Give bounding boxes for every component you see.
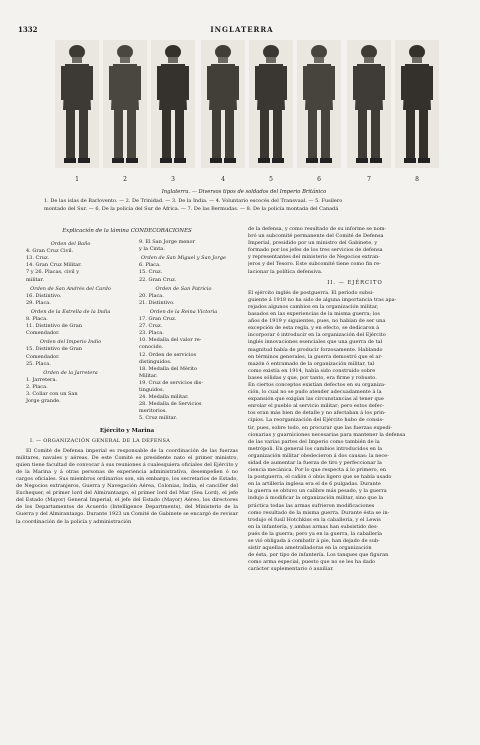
running-title: INGLATERRA bbox=[210, 25, 274, 34]
text-line: incorporar ó introducir en la organización del Ejército bbox=[248, 332, 386, 339]
text-line: bases sólidas y que, por tanto, era firme y robusto. bbox=[248, 374, 377, 381]
caption-line-1: 1. De las islas de Barlovento. — 2. De Trinidad. — 3. De la India. — 4. Voluntario escocés del Transvaal. — 5. Fusilero bbox=[44, 198, 343, 204]
section-title: Ejército y Marina bbox=[99, 428, 155, 435]
photo-number: 6 bbox=[317, 176, 321, 183]
soldier-photo bbox=[249, 40, 293, 168]
text-line: años de 1919 y siguientes, pues, no habían de ser una bbox=[248, 318, 386, 325]
text-line: cipios. La reorganización del Ejército hubo de consis- bbox=[248, 417, 384, 424]
legend-entry: 15. Cruz. bbox=[139, 269, 163, 276]
order-heading: Orden de San Andrés del Cardo bbox=[30, 285, 111, 292]
photo-number: 3 bbox=[171, 176, 175, 183]
soldier-photo bbox=[201, 40, 245, 168]
text-line: sistir aquellas ametralladoras en la organización bbox=[248, 545, 372, 552]
legend-entry: 4. Gran Cruz Civil. bbox=[26, 248, 74, 255]
text-line: bró un subcomité permanente del Comité de Defensa bbox=[248, 233, 384, 240]
legend-entry: 20. Placa. bbox=[139, 292, 164, 299]
legend-entry: 7 y 26. Placas, civil y bbox=[26, 269, 80, 276]
legend-entry: 21. Distintivo. bbox=[139, 299, 175, 306]
text-line: se vió obligada á combatir á pie, han dejado de sub- bbox=[248, 538, 380, 545]
decorations-legend bbox=[16, 239, 238, 422]
legend-entry: 8. Placa. bbox=[26, 316, 48, 323]
text-line: como existía en 1914, había sido construido sobre bbox=[248, 367, 376, 374]
text-line: carácter suplementario ó auxiliar. bbox=[248, 566, 334, 573]
text-line: expansión que exigían las circunstancias al tener que bbox=[248, 396, 384, 403]
photo-number: 2 bbox=[123, 176, 127, 183]
legend-entry: Jorge grande. bbox=[26, 398, 61, 405]
text-line: mazón ó entramado de la organización militar, tal bbox=[248, 360, 375, 367]
legend-entry: 17. Gran Cruz. bbox=[139, 316, 177, 323]
army-section-title: II. — EJÉRCITO bbox=[327, 279, 383, 286]
legend-left-column bbox=[16, 239, 125, 422]
subsection-title: I. — ORGANIZACIÓN GENERAL DE LA DEFENSA bbox=[30, 437, 171, 444]
soldier-photo-strip bbox=[55, 40, 440, 172]
body-paragraph: El Comité de Defensa imperial es responsable de la coordinación de las fuerzas militares, navales y aéreas. De este Comité es presidente nato el primer ministro, quien tiene facultad de convocar á sus reuniones á cualesquiera oficiales del Ejército y de la Marina y á otras personas de experiencia administrativa, desempeñen ó no cargos oficiales. Sus miembros ordinarios son, sin embargo, los secretarios de Estado, de Negocios extranjeros, Guerra y Navegación Aérea, Colonias, India, el canciller del Exchequer, el primer lord del Almirantazgo, el primer lord del Mar (Sea Lord), el jefe del Estado (Mayor) General Imperial, el jefe del Estado (Mayor) Aéreo, los directores de los Departamentos de Acuerdo (Intelligence Departments), del Ministerio de la Guerra y del Almirantazgo. Durante 1923 un Comité de Gabinete se encargó de revisar la coordinación de la policía y administración bbox=[16, 447, 238, 525]
soldier-photo bbox=[347, 40, 391, 168]
right-paragraph-bottom bbox=[248, 290, 462, 574]
photo-number: 5 bbox=[269, 176, 273, 183]
legend-entry: 1. Jarretera. bbox=[26, 376, 58, 383]
photo-number: 4 bbox=[221, 176, 225, 183]
legend-entry: 19. Cruz de servicios dis- bbox=[139, 379, 203, 386]
text-line: magnitud había de producir forzosamente. Hablando bbox=[248, 346, 383, 353]
text-line: tos eran más bien de detalle y no afectaban á los prin- bbox=[248, 410, 386, 417]
legend-entry: 13. Cruz. bbox=[26, 255, 50, 262]
text-line: ciencia mecánica. Por lo que respecta á lo primero, en bbox=[248, 467, 387, 474]
text-line: como resultado de la misma guerra. Durante ésta se in- bbox=[248, 509, 390, 516]
text-line: excepción de esta regla, y en efecto, se dedicaron á bbox=[248, 325, 380, 332]
legend-right-column bbox=[125, 239, 238, 422]
soldier-photo bbox=[55, 40, 99, 168]
text-line: guiente á 1918 no ha sido de alguna importancia tras apa- bbox=[248, 296, 397, 303]
text-line: cionarias y guarniciones necesarias para mantener la defensa bbox=[248, 431, 406, 438]
legend-entry: 28. Medalla de Servicios bbox=[139, 401, 202, 408]
text-line: metrópoli. En general los cambios introducidos en la bbox=[248, 445, 383, 452]
text-line: En ciertos conceptos existían defectos en su organiza- bbox=[248, 381, 386, 388]
page-header bbox=[18, 25, 466, 37]
legend-title: Explicación de la lámina CONDECORACIONES bbox=[62, 228, 192, 234]
soldier-photo bbox=[151, 40, 195, 168]
legend-entry: 24. Medalla militar. bbox=[139, 394, 189, 401]
legend-entry: meritorios. bbox=[139, 408, 167, 415]
photo-numbers bbox=[55, 176, 440, 186]
text-line: Imperial, presidido por un ministro del Gabinete, y bbox=[248, 240, 378, 247]
text-line: la guerra se obtuvo un calibre más pesado, y la guerra bbox=[248, 488, 387, 495]
legend-entry: y la Cinta. bbox=[139, 246, 165, 253]
left-column bbox=[16, 228, 238, 526]
text-line: pués de la guerra; pero ya en la guerra, la caballería bbox=[248, 530, 382, 537]
right-paragraph-top bbox=[248, 226, 462, 276]
legend-entry: 2. Placa. bbox=[26, 383, 48, 390]
legend-entry: 25. Placa. bbox=[26, 360, 51, 367]
text-line: lacionar la política defensiva. bbox=[248, 268, 323, 275]
legend-entry: Comendador. bbox=[26, 353, 60, 360]
legend-entry: 16. Distintivo. bbox=[26, 292, 62, 299]
order-heading: Orden del Imperio Indio bbox=[39, 339, 102, 346]
legend-entry: distinguidos. bbox=[139, 358, 172, 365]
text-line: formado por los jefes de los tres servicios de defensa bbox=[248, 247, 383, 254]
order-heading: Orden de San Miguel y San Jorge bbox=[141, 255, 226, 262]
text-line: en la artillería inglesa era el de 6 pulgadas. Durante bbox=[248, 481, 381, 488]
text-line: ción, lo cual no se pudo atender adecuadamente á la bbox=[248, 389, 382, 396]
text-line: inglés innovaciones esenciales que una guerra de tal bbox=[248, 339, 383, 346]
text-line: como arma especial, puesto que no se les ha dado bbox=[248, 559, 376, 566]
text-line: trodujo el fusil Hotchkiss en la caballería, y el Lewis bbox=[248, 516, 381, 523]
legend-entry: 5. Cruz militar. bbox=[139, 415, 177, 422]
text-line: rejados algunos cambios en la organización militar, bbox=[248, 303, 379, 310]
legend-entry: 9. El San Jorge menor bbox=[139, 239, 195, 246]
text-line: basados en las experiencias de la misma guerra; los bbox=[248, 311, 380, 318]
order-heading: Orden del Baño bbox=[50, 241, 91, 248]
text-line: en la infantería, y ambas armas han subsistido des- bbox=[248, 523, 379, 530]
legend-entry: 6. Placa. bbox=[139, 262, 161, 269]
legend-entry: 22. Gran Cruz. bbox=[139, 276, 177, 283]
caption-line-2: montado del Sur. — 6. De la policía del Sur de África. — 7. De las Bermudas. — 8. De la policía montada del Canadá bbox=[44, 205, 339, 212]
legend-entry: militar. bbox=[26, 276, 44, 283]
legend-entry: 18. Medalla del Mérito bbox=[139, 365, 198, 372]
legend-entry: Militar. bbox=[139, 372, 158, 379]
page-number: 1332 bbox=[18, 25, 38, 34]
order-heading: Orden de la Reina Victoria bbox=[149, 308, 218, 315]
text-line: tir, pues, sobre todo, en procurar que las fuerzas expedi- bbox=[248, 424, 392, 431]
photo-number: 1 bbox=[75, 176, 79, 183]
text-line: indujo á modificar la organización militar, sino que la bbox=[248, 495, 384, 502]
right-column bbox=[248, 226, 462, 574]
text-line: práctica todas las armas sufrieron modificaciones bbox=[248, 502, 375, 509]
figure-caption-text bbox=[44, 198, 454, 213]
text-line: El ejército inglés de postguerra. El período subsi- bbox=[248, 289, 374, 296]
photo-number: 8 bbox=[415, 176, 419, 183]
order-heading: Orden de la Jarretera bbox=[43, 369, 98, 376]
text-line: de ésta, por tipo de infantería. Los tanques que figuran bbox=[248, 552, 389, 559]
legend-entry: 3. Collar con un San bbox=[26, 390, 78, 397]
legend-entry: conocido. bbox=[139, 344, 164, 351]
soldier-photo bbox=[395, 40, 439, 168]
soldier-photo bbox=[297, 40, 341, 168]
text-line: sidad de aumentar la fuerza de tiro y perfeccionar la bbox=[248, 460, 382, 466]
text-line: organización militar obedecieron á dos causas: la nece- bbox=[248, 452, 389, 459]
legend-entry: 29. Placa. bbox=[26, 299, 51, 306]
text-line: en términos generales, la guerra demostró que el ar- bbox=[248, 353, 383, 360]
photo-number: 7 bbox=[367, 176, 371, 183]
order-heading: Orden de la Estrella de la India bbox=[30, 308, 111, 315]
legend-entry: tinguidos. bbox=[139, 386, 165, 393]
legend-entry: 12. Orden de servicios bbox=[139, 351, 197, 358]
text-line: y representantes del ministerio de Negocios extran- bbox=[248, 254, 380, 261]
order-heading: Orden de San Patricio bbox=[155, 285, 212, 292]
text-line: jeros y del Tesoro. Este subcomité tiene como fin re- bbox=[248, 261, 381, 268]
legend-entry: 14. Gran Cruz Militar. bbox=[26, 262, 82, 269]
legend-entry: 15. Distintivo de Gran bbox=[26, 346, 82, 353]
soldier-photo bbox=[103, 40, 147, 168]
legend-entry: 11. Distintivo de Gran bbox=[26, 323, 82, 330]
text-line: enrolar el pueblo al servicio militar; pero estos defec- bbox=[248, 403, 385, 410]
figure-caption-title: Inglaterra. — Diversos tipos de soldados del Imperio Británico bbox=[161, 189, 327, 195]
text-line: la postguerra, el cañón ó obús ligero que se había usado bbox=[248, 474, 392, 481]
text-line: de la defensa, y como resultado de su informe se nom- bbox=[248, 226, 387, 232]
text-line: de las varias partes del Imperio como también de la bbox=[248, 438, 380, 445]
legend-entry: 23. Placa. bbox=[139, 330, 164, 337]
legend-entry: 27. Cruz. bbox=[139, 323, 163, 330]
legend-entry: Comendador. bbox=[26, 330, 60, 337]
legend-entry: 10. Medalla del valor re- bbox=[139, 337, 202, 344]
